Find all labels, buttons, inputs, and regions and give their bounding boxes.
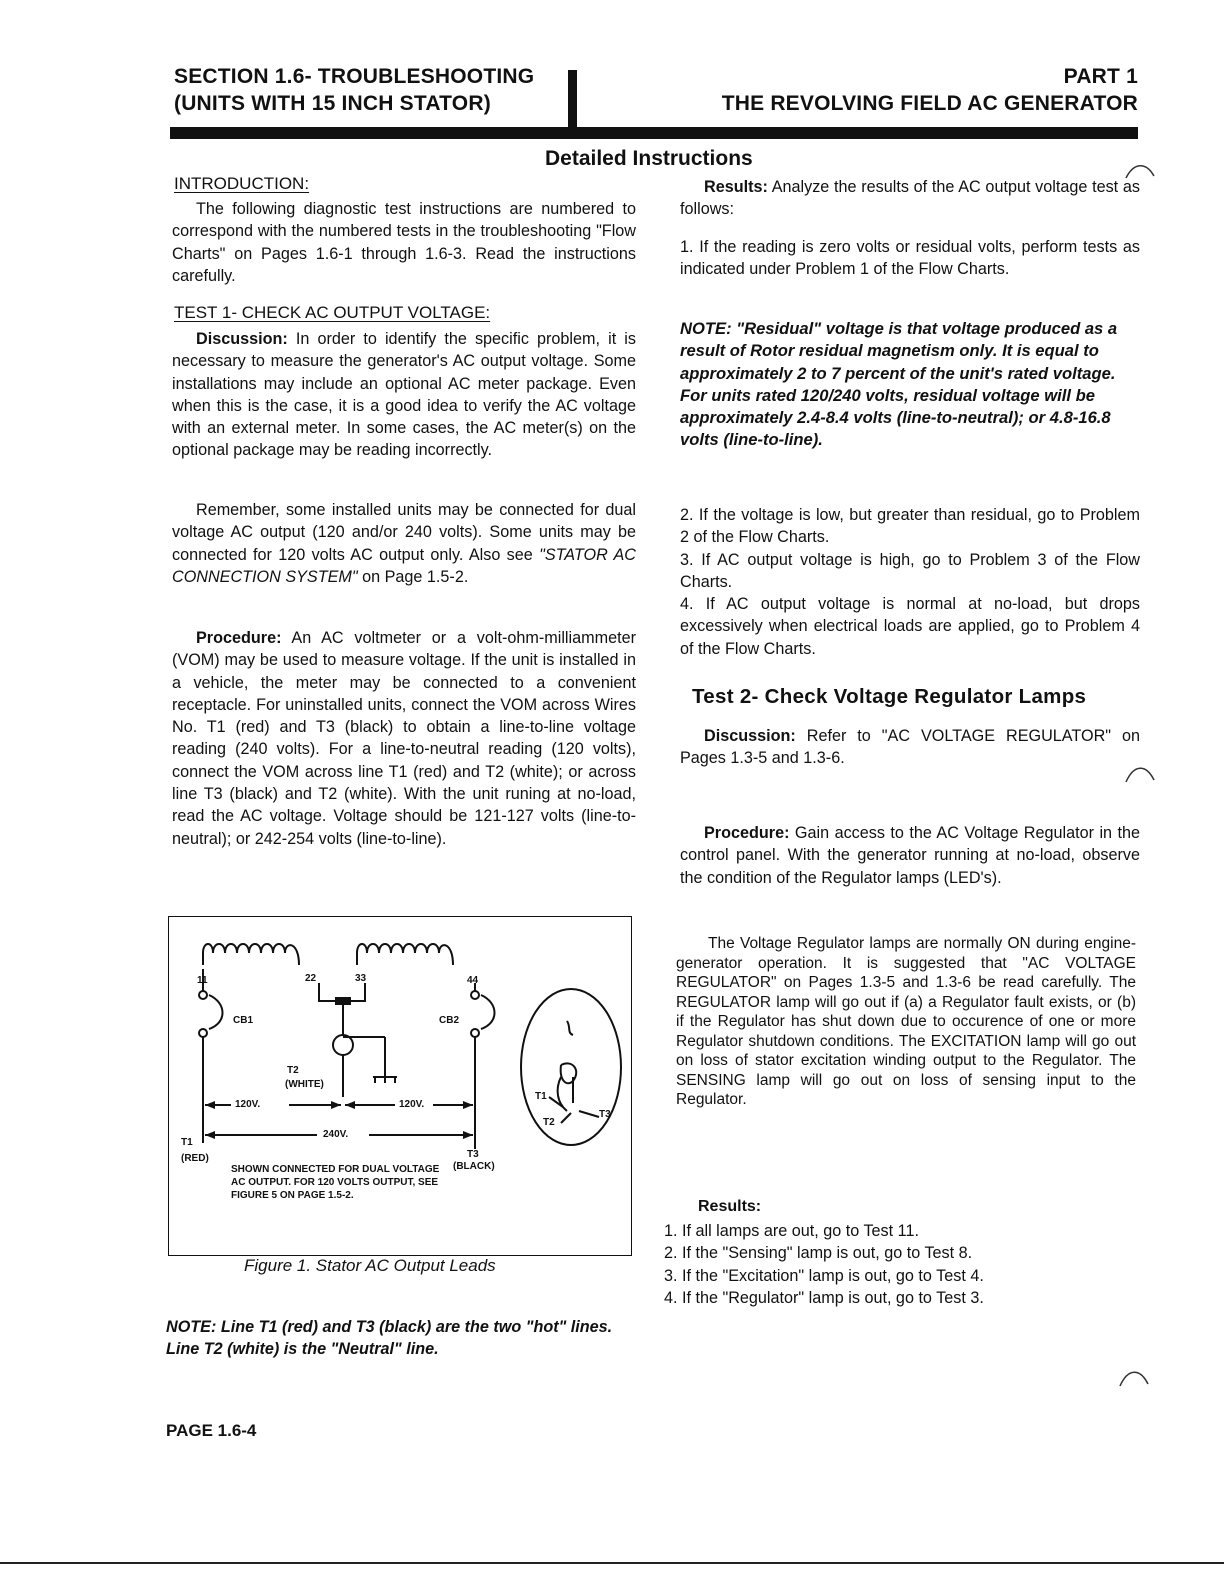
v240-label: 240V. (323, 1129, 349, 1140)
note-hot-lines: NOTE: Line T1 (red) and T3 (black) are the two "hot" lines. Line T2 (white) is the "Neutral" line. (166, 1318, 613, 1359)
cb1-breaker (209, 995, 223, 1029)
lamps-paragraph: The Voltage Regulator lamps are normally ON during engine-generator operation. It is suggested that "AC VOLTAGE REGULATOR" on Pages 1.3-5 and 1.3-6 be read carefully. The REGULATOR lamp will go out if (a) a Regulator fault exists, or (b) if the Regulator has shut down due to occurence of one or more Regulator shutdown conditions. The EXCITATION lamp will go out on loss of stator excitation winding output to the Regulator. The SENSING lamp will go out on loss of sensing input to the Regulator. (676, 935, 1136, 1108)
margin-mark-1 (1120, 156, 1160, 186)
test1-heading: TEST 1- CHECK AC OUTPUT VOLTAGE: (174, 303, 491, 322)
procedure-paragraph: Procedure: An AC voltmeter or a volt-ohm-milliammeter (VOM) may be used to measure voltage. If the unit is installed in a vehicle, the meter may be connected to a convenient receptacle. For uninstalled units, connect the VOM across Wires No. T1 (red) and T3 (black) to obtain a line-to-line voltage reading (240 volts). For a line-to-neutral reading (120 volts), connect the VOM across line T1 (red) and T2 (white); or across line T3 (black) and T2 (white). With the unit runing at no-load, read the AC voltage. Voltage should be 121-127 volts (line-to-neutral); or 242-254 volts (line-to-line). (172, 629, 636, 848)
page-title: Detailed Instructions (545, 147, 753, 170)
bottom-rule (0, 1562, 1224, 1564)
stator-diagram (169, 917, 631, 1255)
list-item: 1. If all lamps are out, go to Test 11. (664, 1222, 919, 1240)
remember-paragraph: Remember, some installed units may be connected for dual voltage AC output (120 and/or 240 volts). Some units may be connected for 120 volts AC output only. Also see "STATOR AC CONNECTION SYSTEM" on Page 1.5-2. (172, 501, 636, 586)
test2-heading: Test 2- Check Voltage Regulator Lamps (692, 685, 1087, 708)
test1-discussion: Discussion: In order to identify the specific problem, it is necessary to measure the generator's AC output voltage. Some installations may include an optional AC meter package. Even when this is the case, it is a good idea to verify the AC voltage with an external meter. In some cases, the AC meter(s) on the optional package may be reading incorrectly. (172, 330, 636, 460)
black-label: (BLACK) (453, 1161, 495, 1172)
results-heading: Results: (698, 1198, 762, 1215)
t3-label: T3 (467, 1149, 479, 1160)
list-item: 2. If the "Sensing" lamp is out, go to Test 8. (664, 1244, 973, 1263)
white-label: (WHITE) (285, 1079, 324, 1090)
note-residual: NOTE: "Residual" voltage is that voltage produced as a result of Rotor residual magnetism only. It is equal to approximately 2 to 7 percent of the unit's rated voltage. For units rated 120/240 volts, residual voltage will be approximately 2.4-8.4 volts (line-to-neutral); or 4.8-16.8 volts (line-to-line). (680, 319, 1118, 450)
cb2-breaker (481, 995, 495, 1029)
figure-stator-ac-output-leads (168, 916, 632, 1256)
margin-mark-2 (1120, 758, 1160, 798)
wire-22-label: 22 (305, 973, 317, 984)
section-title: SECTION 1.6- TROUBLESHOOTING (UNITS WITH 15 INCH STATOR) (174, 65, 535, 115)
result-item-1: 1. If the reading is zero volts or residual volts, perform tests as indicated under Problem 1 of the Flow Charts. (680, 238, 1140, 279)
part-title: PART 1 THE REVOLVING FIELD AC GENERATOR (721, 65, 1138, 115)
inset-t3-label: T3 (599, 1109, 611, 1120)
t2-label: T2 (287, 1065, 299, 1076)
inset-circle (521, 989, 621, 1145)
list-item: 3. If the "Excitation" lamp is out, go to Test 4. (664, 1266, 984, 1285)
stator-coil-1 (203, 944, 299, 965)
header-divider (568, 70, 577, 130)
red-label: (RED) (181, 1153, 209, 1164)
v120-right-label: 120V. (399, 1099, 425, 1110)
v120-left-label: 120V. (235, 1099, 261, 1110)
cb1-label: CB1 (233, 1015, 254, 1026)
test2-discussion: Discussion: Refer to "AC VOLTAGE REGULATOR" on Pages 1.3-5 and 1.3-6. (680, 727, 1141, 768)
intro-heading: INTRODUCTION: (174, 174, 310, 193)
inset-t2-label: T2 (543, 1117, 555, 1128)
results-list (664, 1220, 984, 1309)
margin-mark-3 (1110, 1360, 1160, 1400)
page-number: PAGE 1.6-4 (166, 1421, 257, 1440)
stator-coil-2 (357, 944, 453, 965)
results-intro: Results: Analyze the results of the AC output voltage test as follows: (680, 178, 1141, 219)
wire-11-label: 11 (197, 975, 208, 986)
header-rule (170, 127, 1138, 139)
intro-text: The following diagnostic test instructions are numbered to correspond with the numbered tests in the troubleshooting "Flow Charts" on Pages 1.6-1 through 1.6-3. Read the instructions carefully. (172, 200, 636, 285)
test2-procedure: Procedure: Gain access to the AC Voltage Regulator in the control panel. With the generator running at no-load, observe the condition of the Regulator lamps (LED's). (680, 824, 1140, 887)
list-item: 4. If the "Regulator" lamp is out, go to Test 3. (664, 1288, 984, 1307)
figure-note: SHOWN CONNECTED FOR DUAL VOLTAGE AC OUTPUT. FOR 120 VOLTS OUTPUT, SEE FIGURE 5 ON PAGE 1.5-2. (231, 1164, 440, 1201)
wire-33-label: 33 (355, 973, 367, 984)
inset-t1-label: T1 (535, 1091, 547, 1102)
cb2-label: CB2 (439, 1015, 460, 1026)
wire-44-label: 44 (467, 975, 479, 986)
result-items-2-4: 2. If the voltage is low, but greater than residual, go to Problem 2 of the Flow Charts. 3. If AC output voltage is high, go to Problem 3 of the Flow Charts. 4. If AC output voltage is normal at no-load, but drops excessively when electrical loads are applied, go to Problem 4 of the Flow Charts. (680, 506, 1140, 658)
t1-label: T1 (181, 1137, 193, 1148)
figure-caption: Figure 1. Stator AC Output Leads (244, 1256, 496, 1275)
